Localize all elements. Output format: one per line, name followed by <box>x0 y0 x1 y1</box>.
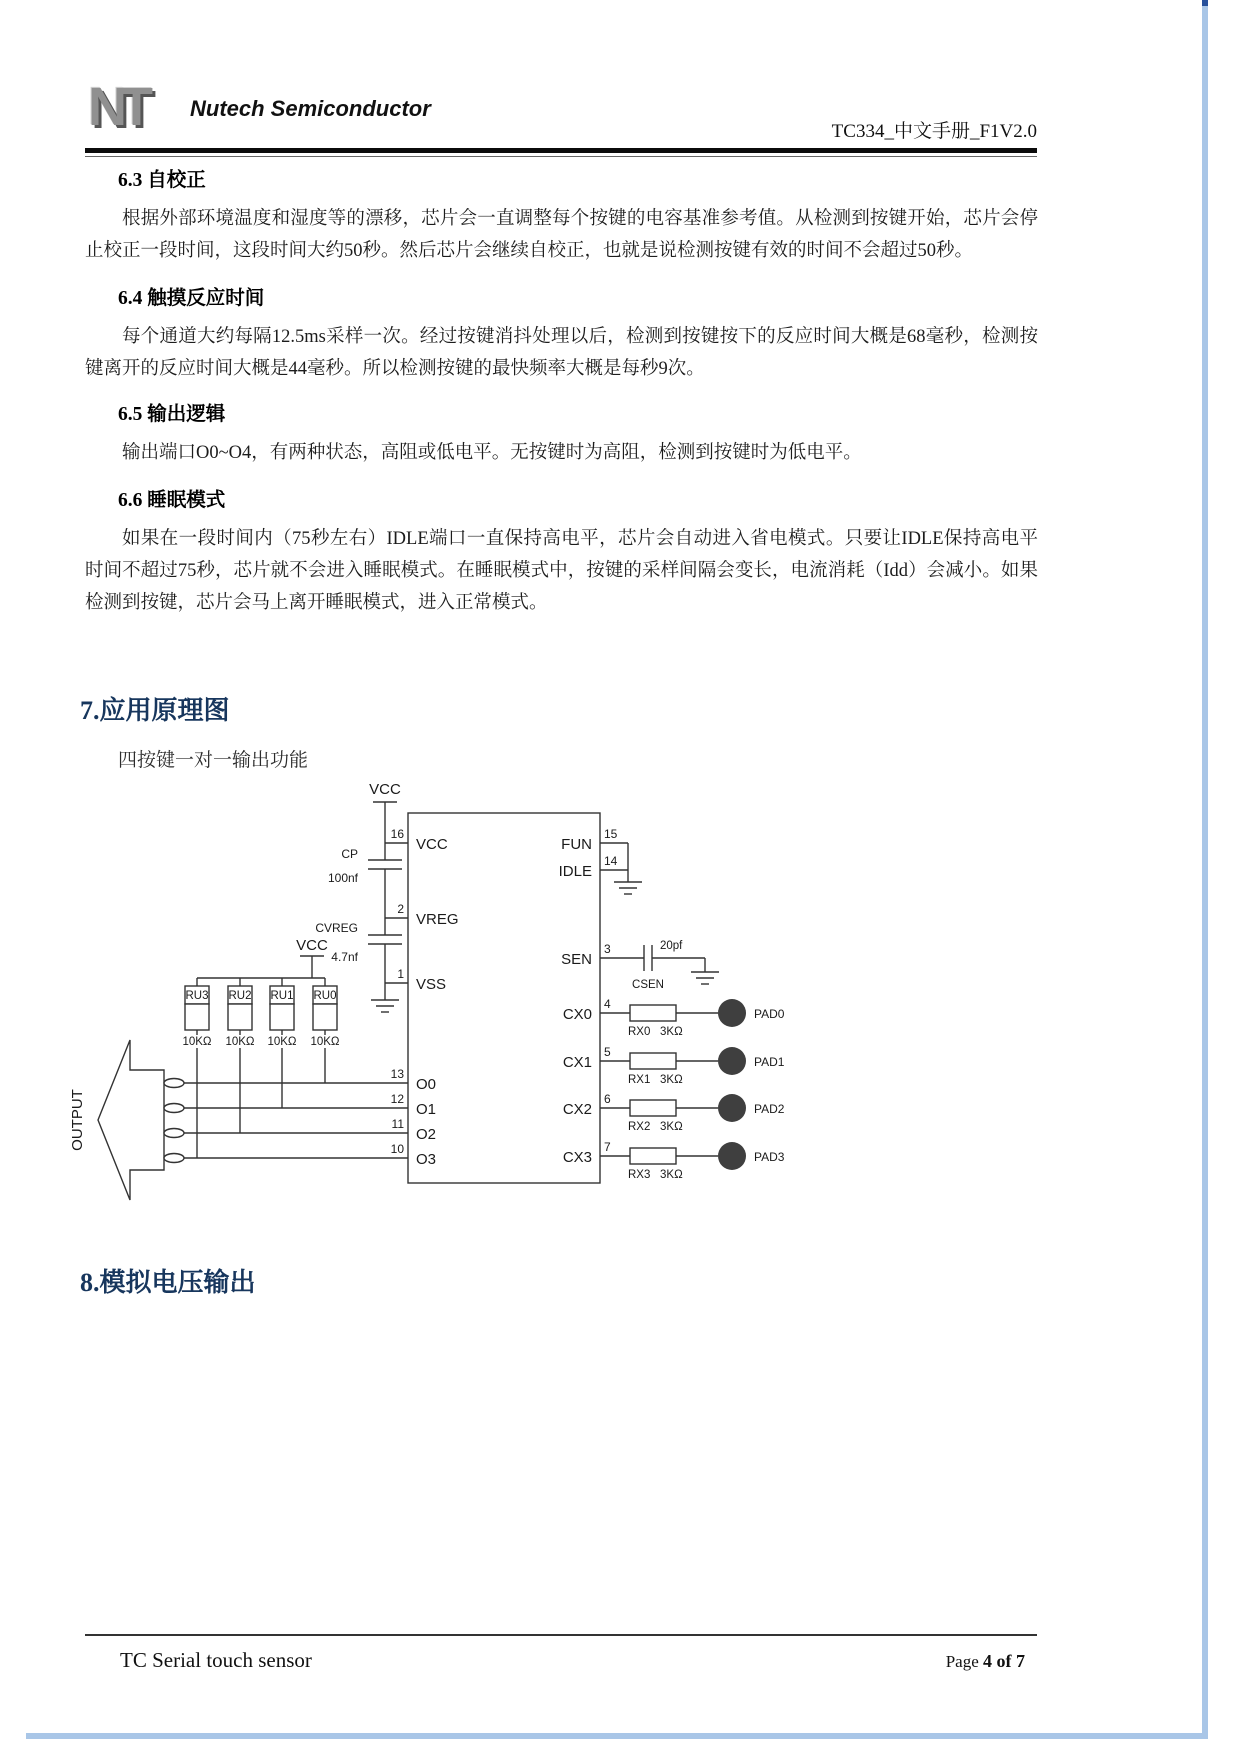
pin-number: 14 <box>604 854 618 868</box>
resistor-value: 10KΩ <box>225 1036 255 1048</box>
company-name: Nutech Semiconductor <box>190 96 431 121</box>
resistor-name: RU0 <box>313 990 337 1002</box>
connector-oval <box>164 1079 184 1088</box>
vcc-top-label: VCC <box>369 781 401 798</box>
pad-label: PAD2 <box>754 1102 785 1116</box>
csen-name: CSEN <box>632 979 664 991</box>
page-word: Page <box>945 1652 979 1671</box>
pin-number: 10 <box>390 1142 404 1156</box>
pin-number: 12 <box>390 1092 404 1106</box>
pin-label: O3 <box>416 1151 437 1168</box>
pin-label: CX2 <box>562 1101 592 1118</box>
pin-number: 13 <box>390 1067 404 1081</box>
section-8-title: 8.模拟电压输出 <box>80 1268 256 1297</box>
vcc-left-label: VCC <box>296 937 328 954</box>
cp-value: 100nf <box>327 871 358 885</box>
touch-pad <box>718 1142 746 1170</box>
output-label: OUTPUT <box>69 1089 86 1151</box>
section-title: 6.5 输出逻辑 <box>118 404 226 425</box>
pin-label: CX1 <box>562 1054 592 1071</box>
pin-number: 2 <box>397 902 404 916</box>
pin-label: VSS <box>416 976 447 993</box>
application-schematic <box>60 778 1120 1210</box>
resistor-value: 3KΩ <box>660 1169 683 1181</box>
pin-number: 4 <box>604 997 611 1011</box>
pin-label: VREG <box>416 911 459 928</box>
pin-label: O1 <box>416 1101 437 1118</box>
section-body: 根据外部环境温度和湿度等的漂移，芯片会一直调整每个按键的电容基准参考值。从检测到按键开始，芯片会停止校正一段时间，这段时间大约50秒。然后芯片会继续自校正，也就是说检测按键有效的时间不会超过50秒。 <box>85 209 1038 261</box>
pin-label: IDLE <box>558 863 592 880</box>
section-title: 6.4 触摸反应时间 <box>118 288 265 309</box>
page-border-bottom <box>26 1733 1208 1739</box>
section-body: 如果在一段时间内（75秒左右）IDLE端口一直保持高电平，芯片会自动进入省电模式。只要让IDLE保持高电平时间不超过75秒，芯片就不会进入睡眠模式。在睡眠模式中，按键的采样间隔会变长，电流消耗（Idd）会减小。如果检测到按键，芯片会马上离开睡眠模式，进入正常模式。 <box>85 529 1038 613</box>
pin-number: 1 <box>397 967 404 981</box>
section-8 <box>80 1262 256 1299</box>
section-7-title: 7.应用原理图 <box>80 696 230 725</box>
pin-number: 15 <box>604 827 618 841</box>
nutech-logo <box>88 76 178 140</box>
output-arrow <box>98 1040 164 1200</box>
touch-pad <box>718 999 746 1027</box>
pad-label: PAD1 <box>754 1055 785 1069</box>
pad-label: PAD0 <box>754 1007 785 1021</box>
pin-label: CX0 <box>562 1006 592 1023</box>
section-6-4 <box>85 282 1038 385</box>
resistor-value: 3KΩ <box>660 1026 683 1038</box>
pin-number: 7 <box>604 1140 611 1154</box>
section-body: 输出端口O0~O4，有两种状态，高阻或低电平。无按键时为高阻，检测到按键时为低电平。 <box>122 443 862 463</box>
resistor-name: RX0 <box>628 1026 651 1038</box>
pin-number: 5 <box>604 1045 611 1059</box>
resistor-name: RU1 <box>270 990 294 1002</box>
section-7 <box>80 690 308 772</box>
header-rule-thin <box>85 156 1037 157</box>
section-body: 每个通道大约每隔12.5ms采样一次。经过按键消抖处理以后，检测到按键按下的反应时间大概是68毫秒，检测按键离开的反应时间大概是44毫秒。所以检测按键的最快频率大概是每秒9次。 <box>85 327 1038 379</box>
section-title: 6.3 自校正 <box>118 170 206 191</box>
connector-oval <box>164 1104 184 1113</box>
pin-number: 6 <box>604 1092 611 1106</box>
resistor-value: 10KΩ <box>310 1036 340 1048</box>
footer-title: TC Serial touch sensor <box>120 1648 312 1672</box>
resistor-name: RU2 <box>228 990 252 1002</box>
touch-pad <box>718 1094 746 1122</box>
touch-pad <box>718 1047 746 1075</box>
resistor-name: RX1 <box>628 1074 651 1086</box>
page-number: 4 of 7 <box>983 1651 1025 1671</box>
resistor-value: 3KΩ <box>660 1074 683 1086</box>
connector-oval <box>164 1154 184 1163</box>
pin-label: CX3 <box>562 1149 592 1166</box>
pin-label: O2 <box>416 1126 437 1143</box>
page-border-right <box>1202 6 1208 1734</box>
page-indicator <box>946 1651 1037 1672</box>
cvreg-value: 4.7nf <box>331 950 358 964</box>
pin-label: O0 <box>416 1076 437 1093</box>
pin-number: 11 <box>391 1117 404 1131</box>
section-6-6 <box>85 484 1038 619</box>
section-title: 6.6 睡眠模式 <box>118 490 226 511</box>
csen-value: 20pf <box>660 940 683 952</box>
resistor-name: RX3 <box>628 1169 651 1181</box>
page-footer <box>85 1634 1037 1673</box>
logo-text: NT <box>88 77 146 137</box>
resistor-value: 10KΩ <box>182 1036 212 1048</box>
section-6-5 <box>85 398 1038 469</box>
pin-number: 16 <box>390 827 404 841</box>
cp-name: CP <box>341 847 358 861</box>
pin-label: SEN <box>561 951 592 968</box>
document-reference: TC334_中文手册_F1V2.0 <box>831 121 1037 142</box>
section-7-subtitle: 四按键一对一输出功能 <box>118 750 309 771</box>
pin-label: VCC <box>416 836 448 853</box>
resistor-value: 10KΩ <box>267 1036 297 1048</box>
pin-label: FUN <box>561 836 592 853</box>
section-6-3 <box>85 164 1038 267</box>
pin-number: 3 <box>604 942 611 956</box>
pad-label: PAD3 <box>754 1150 785 1164</box>
resistor-value: 3KΩ <box>660 1121 683 1133</box>
cvreg-name: CVREG <box>315 921 358 935</box>
header-rule-thick <box>85 148 1037 153</box>
resistor-name: RU3 <box>185 990 209 1002</box>
resistor-name: RX2 <box>628 1121 651 1133</box>
connector-oval <box>164 1129 184 1138</box>
